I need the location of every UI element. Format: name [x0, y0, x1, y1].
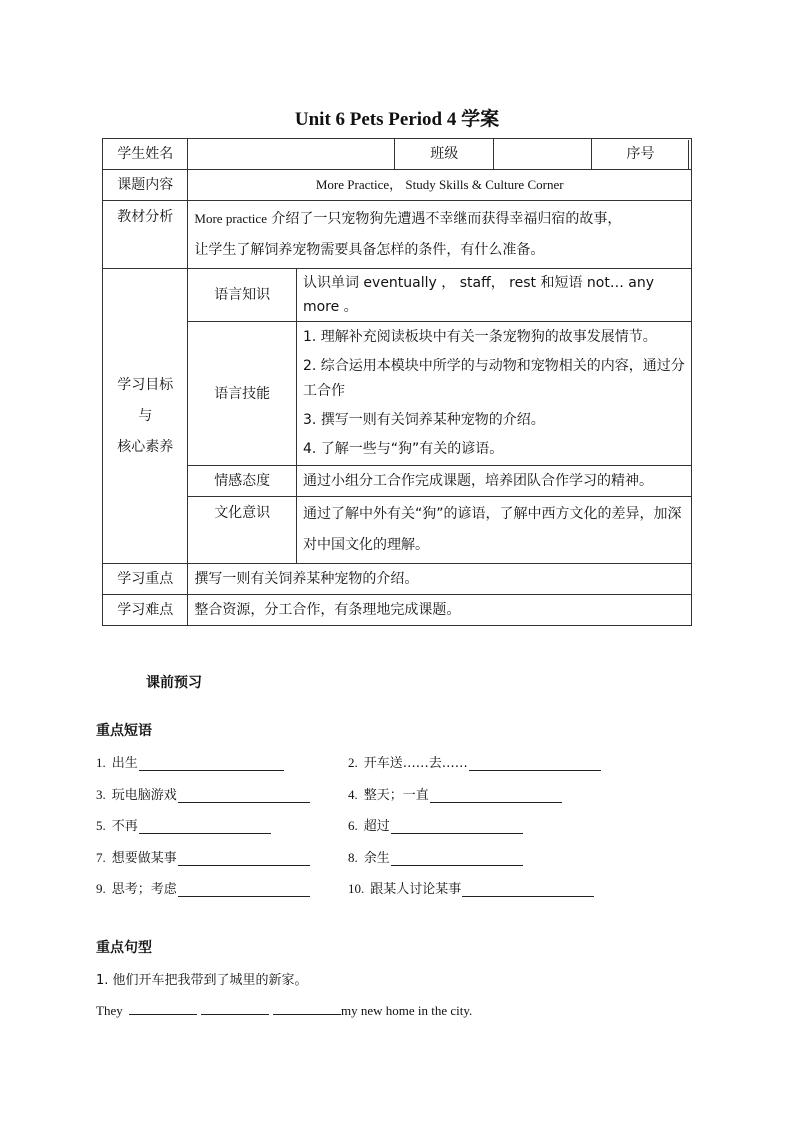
- phrase-item: 7. 想要做某事: [96, 847, 310, 866]
- skills-item: 3. 撰写一则有关饲养某种宠物的介绍。: [302, 412, 545, 428]
- topic-label: 课题内容: [103, 170, 188, 201]
- lesson-plan-table: [102, 138, 692, 626]
- phrase-item: 3. 玩电脑游戏: [96, 784, 310, 803]
- analysis-text-1: 介绍了一只宠物狗先遭遇不幸继而获得幸福归宿的故事，: [266, 211, 622, 227]
- topic-value: More Practice， Study Skills & Culture Corner: [188, 170, 692, 201]
- culture-label: 文化意识: [188, 497, 297, 564]
- analysis-en: More practice: [194, 211, 267, 226]
- skills-label: 语言技能: [188, 322, 297, 466]
- attitude-label: 情感态度: [188, 466, 297, 497]
- attitude-value: 通过小组分工合作完成课题，培养团队合作学习的精神。: [296, 466, 691, 497]
- difficulty-value: 整合资源，分工合作，有条理地完成课题。: [188, 595, 692, 626]
- skills-item: 1. 理解补充阅读板块中有关一条宠物狗的故事发展情节。: [302, 329, 657, 345]
- phrase-item: 1. 出生: [96, 752, 284, 771]
- class-field[interactable]: [493, 139, 592, 170]
- phrase-item: 9. 思考；考虑: [96, 878, 310, 897]
- difficulty-label: 学习难点: [103, 595, 188, 626]
- seat-label: 序号: [592, 140, 689, 169]
- student-name-label: 学生姓名: [103, 139, 188, 170]
- answer-blank[interactable]: [178, 788, 310, 803]
- phrase-item: 4. 整天；一直: [348, 784, 562, 803]
- sentence-chinese: 1. 他们开车把我带到了城里的新家。: [96, 973, 308, 988]
- analysis-text-2: 让学生了解饲养宠物需要具备怎样的条件，有什么准备。: [194, 242, 545, 258]
- answer-blank[interactable]: [178, 851, 310, 866]
- answer-blank[interactable]: [430, 788, 562, 803]
- knowledge-label: 语言知识: [188, 269, 297, 322]
- answer-blank[interactable]: [201, 1001, 269, 1015]
- phrase-item: 6. 超过: [348, 815, 523, 834]
- preview-heading: 课前预习: [146, 675, 202, 691]
- class-label: 班级: [395, 139, 494, 170]
- answer-blank[interactable]: [139, 819, 271, 834]
- student-name-field[interactable]: [188, 139, 395, 170]
- phrase-item: 5. 不再: [96, 815, 271, 834]
- skills-item: 4. 了解一些与“狗”有关的谚语。: [302, 441, 504, 457]
- skills-list: [296, 322, 691, 466]
- answer-blank[interactable]: [273, 1001, 341, 1015]
- goals-label: 学习目标 与 核心素养: [103, 269, 188, 564]
- answer-blank[interactable]: [391, 851, 523, 866]
- answer-blank[interactable]: [178, 882, 310, 897]
- phrase-item: 8. 余生: [348, 847, 523, 866]
- phrase-item: 2. 开车送……去……: [348, 752, 601, 771]
- phrase-item: 10. 跟某人讨论某事: [348, 878, 594, 897]
- skills-item: 2. 综合运用本模块中所学的与动物和宠物相关的内容，通过分工合作: [302, 358, 685, 399]
- culture-value: 通过了解中外有关“狗”的谚语，了解中西方文化的差异，加深对中国文化的理解。: [296, 497, 691, 564]
- knowledge-value: 认识单词 eventually ， staff， rest 和短语 not… any more 。: [296, 269, 691, 322]
- sentences-heading: 重点句型: [96, 940, 152, 956]
- answer-blank[interactable]: [469, 756, 601, 771]
- analysis-label: 教材分析: [103, 201, 188, 269]
- answer-blank[interactable]: [391, 819, 523, 834]
- answer-blank[interactable]: [462, 882, 594, 897]
- sentence-english: They my new home in the city.: [96, 1003, 473, 1018]
- answer-blank[interactable]: [129, 1001, 197, 1015]
- focus-value: 撰写一则有关饲养某种宠物的介绍。: [188, 564, 692, 595]
- focus-label: 学习重点: [103, 564, 188, 595]
- phrases-heading: 重点短语: [96, 723, 152, 739]
- page-title: Unit 6 Pets Period 4 学案: [294, 109, 500, 130]
- answer-blank[interactable]: [139, 756, 284, 771]
- seat-field[interactable]: [689, 140, 691, 169]
